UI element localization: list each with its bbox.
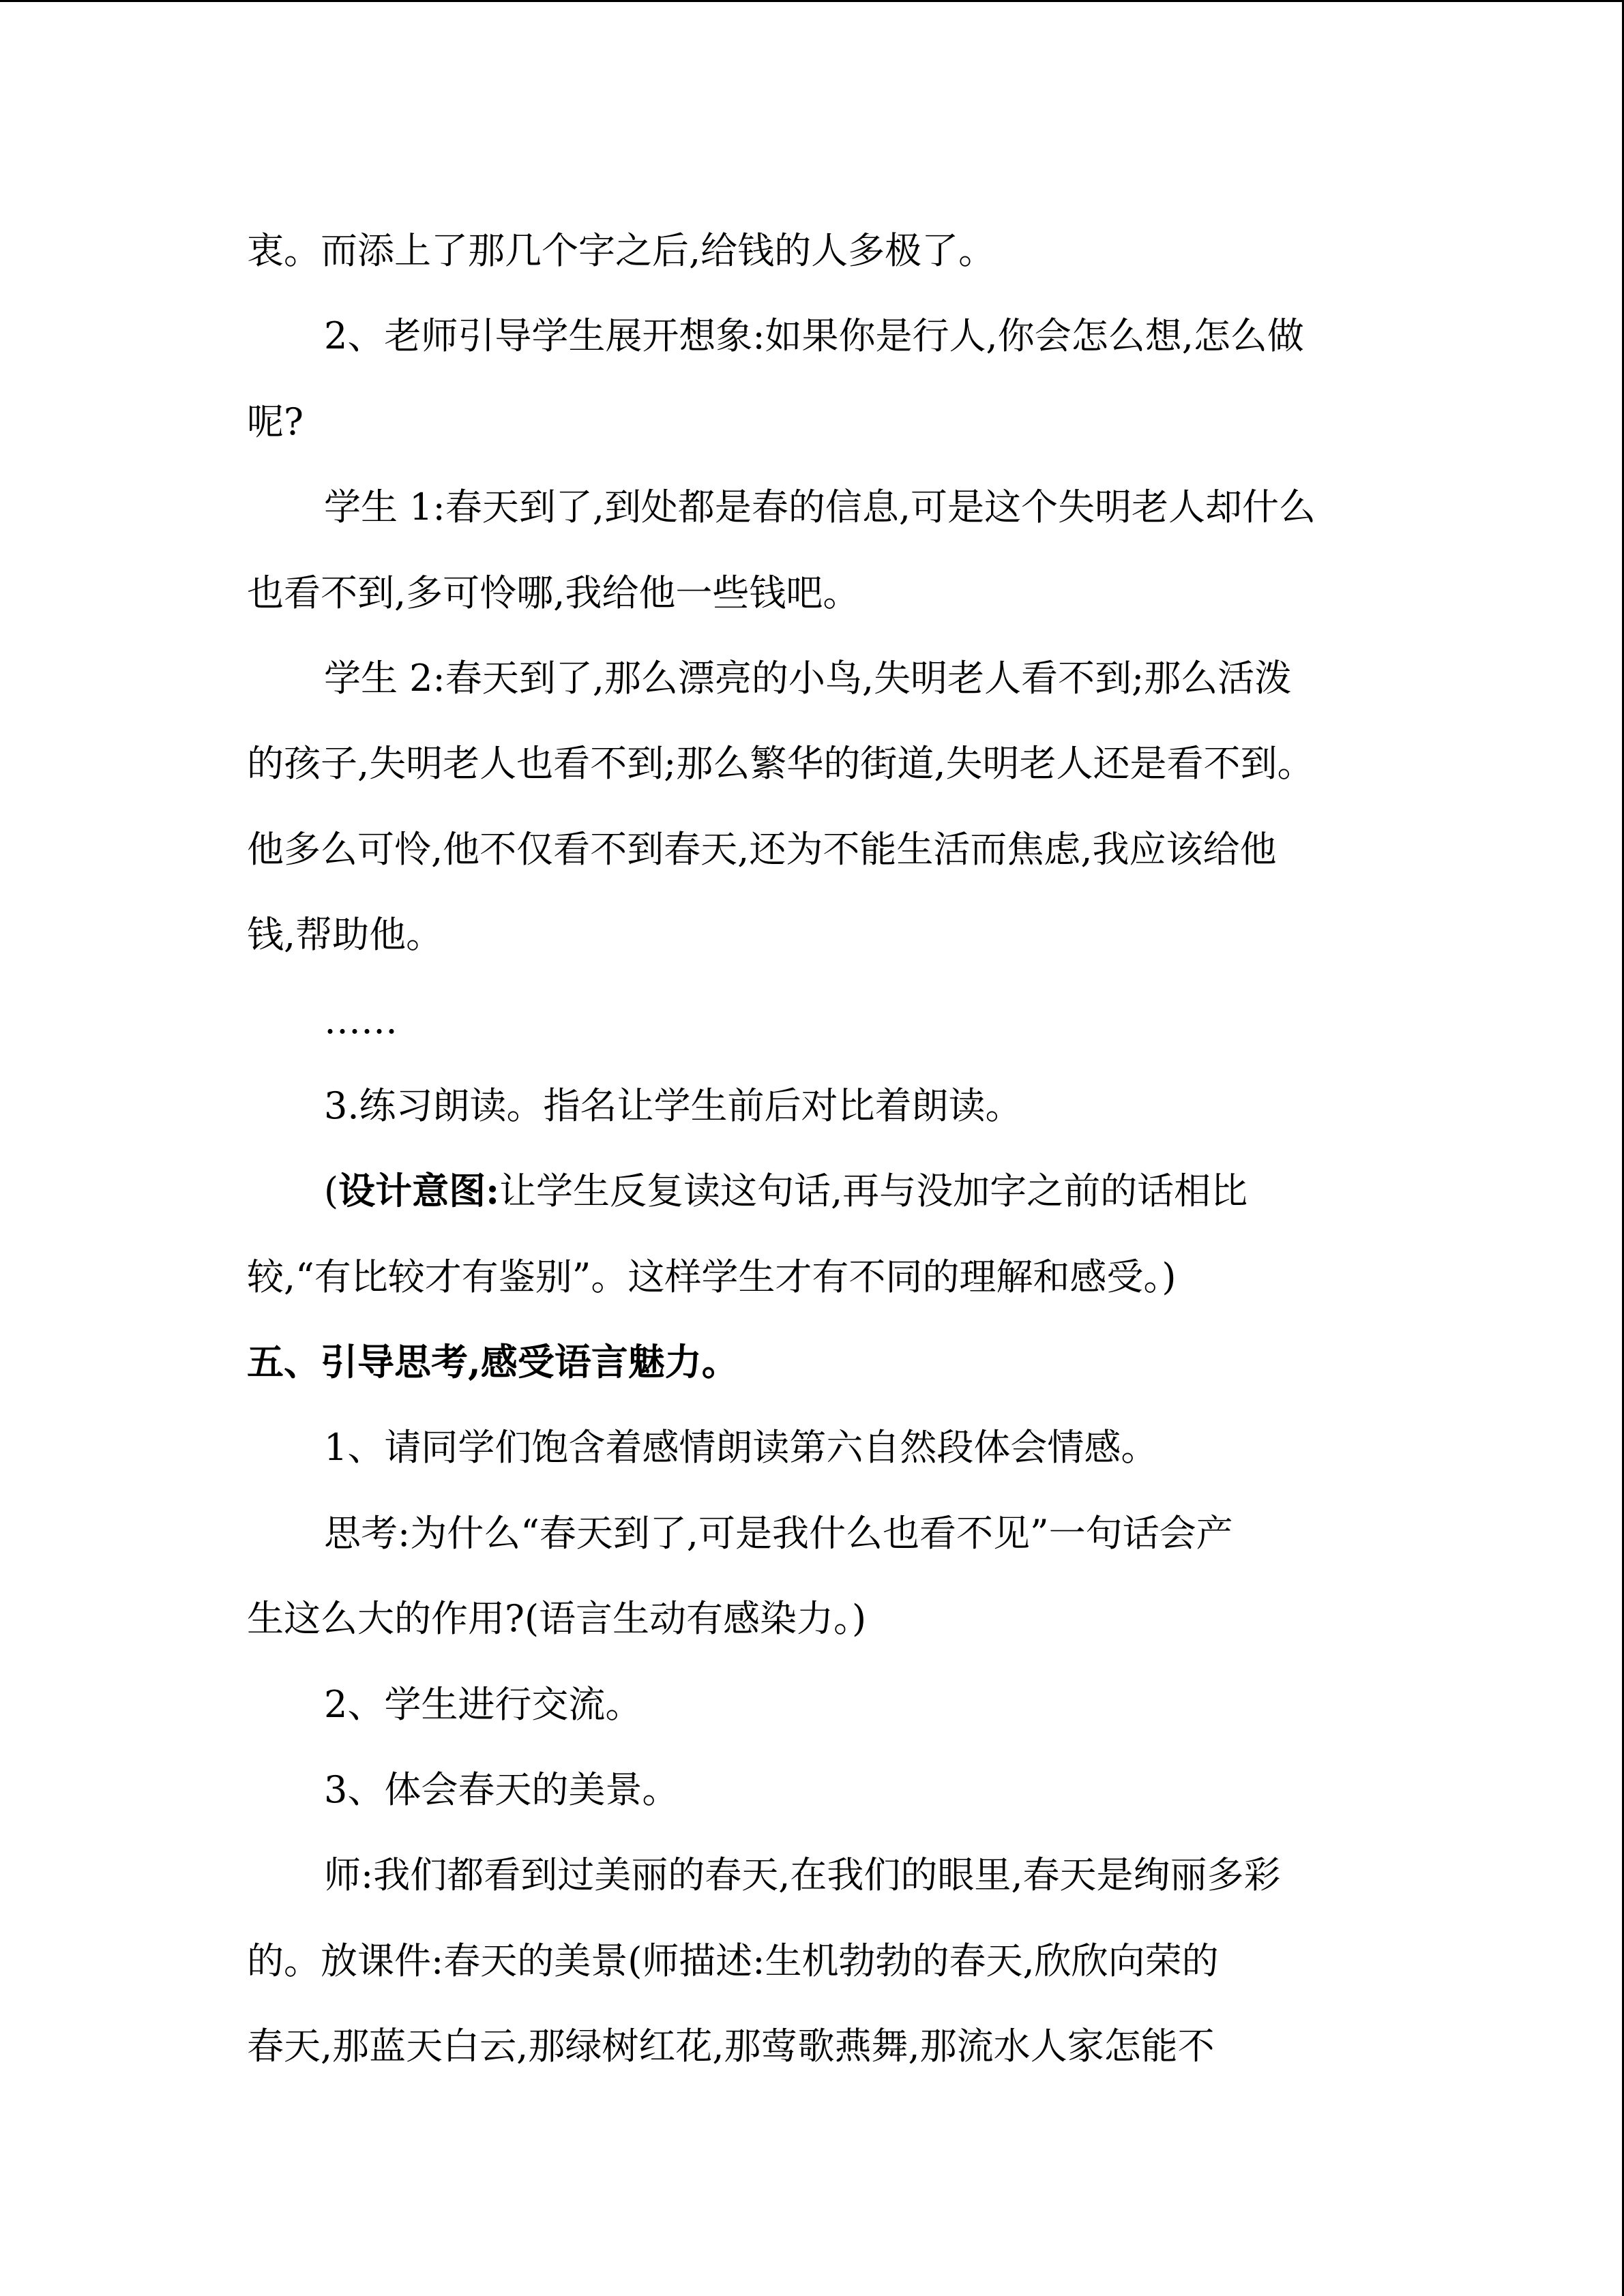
text-line: 师:我们都看到过美丽的春天,在我们的眼里,春天是绚丽多彩 bbox=[324, 1853, 1281, 1897]
text-line: 3.练习朗读。指名让学生前后对比着朗读。 bbox=[324, 1084, 1022, 1127]
ellipsis-line: …… bbox=[324, 998, 398, 1042]
section-heading: 五、引导思考,感受语言魅力。 bbox=[247, 1340, 739, 1384]
text-line: 2、老师引导学生展开想象:如果你是行人,你会怎么想,怎么做 bbox=[324, 314, 1304, 358]
text-line: 春天,那蓝天白云,那绿树红花,那莺歌燕舞,那流水人家怎能不 bbox=[247, 2025, 1215, 2068]
design-intent-text: 让学生反复读这句话,再与没加字之前的话相比 bbox=[499, 1169, 1248, 1213]
open-paren: ( bbox=[324, 1169, 339, 1213]
design-intent-label: 设计意图: bbox=[338, 1169, 500, 1213]
text-line: 学生 1:春天到了,到处都是春的信息,可是这个失明老人却什么 bbox=[324, 486, 1316, 529]
text-line: 学生 2:春天到了,那么漂亮的小鸟,失明老人看不到;那么活泼 bbox=[324, 656, 1292, 700]
text-line: 的孩子,失明老人也看不到;那么繁华的街道,失明老人还是看不到。 bbox=[247, 742, 1314, 786]
text-line: 他多么可怜,他不仅看不到春天,还为不能生活而焦虑,我应该给他 bbox=[247, 827, 1277, 871]
text-line: 2、学生进行交流。 bbox=[324, 1682, 643, 1726]
text-line: 呢? bbox=[247, 400, 304, 443]
design-intent-line bbox=[247, 1148, 1365, 1234]
text-line: 也看不到,多可怜哪,我给他一些钱吧。 bbox=[247, 571, 860, 614]
document-body bbox=[247, 208, 1365, 2089]
text-line: 的。放课件:春天的美景(师描述:生机勃勃的春天,欣欣向荣的 bbox=[247, 1939, 1219, 1982]
text-line: 较,“有比较才有鉴别”。这样学生才有不同的理解和感受。) bbox=[247, 1255, 1177, 1298]
text-line: 1、请同学们饱含着感情朗读第六自然段体会情感。 bbox=[324, 1426, 1158, 1470]
text-line: 生这么大的作用?(语言生动有感染力。) bbox=[247, 1597, 867, 1641]
text-line: 钱,帮助他。 bbox=[247, 913, 443, 957]
text-line: 衷。而添上了那几个字之后,给钱的人多极了。 bbox=[247, 229, 996, 272]
text-line: 3、体会春天的美景。 bbox=[324, 1768, 679, 1812]
text-line: 思考:为什么“春天到了,可是我什么也看不见”一句话会产 bbox=[324, 1511, 1233, 1555]
